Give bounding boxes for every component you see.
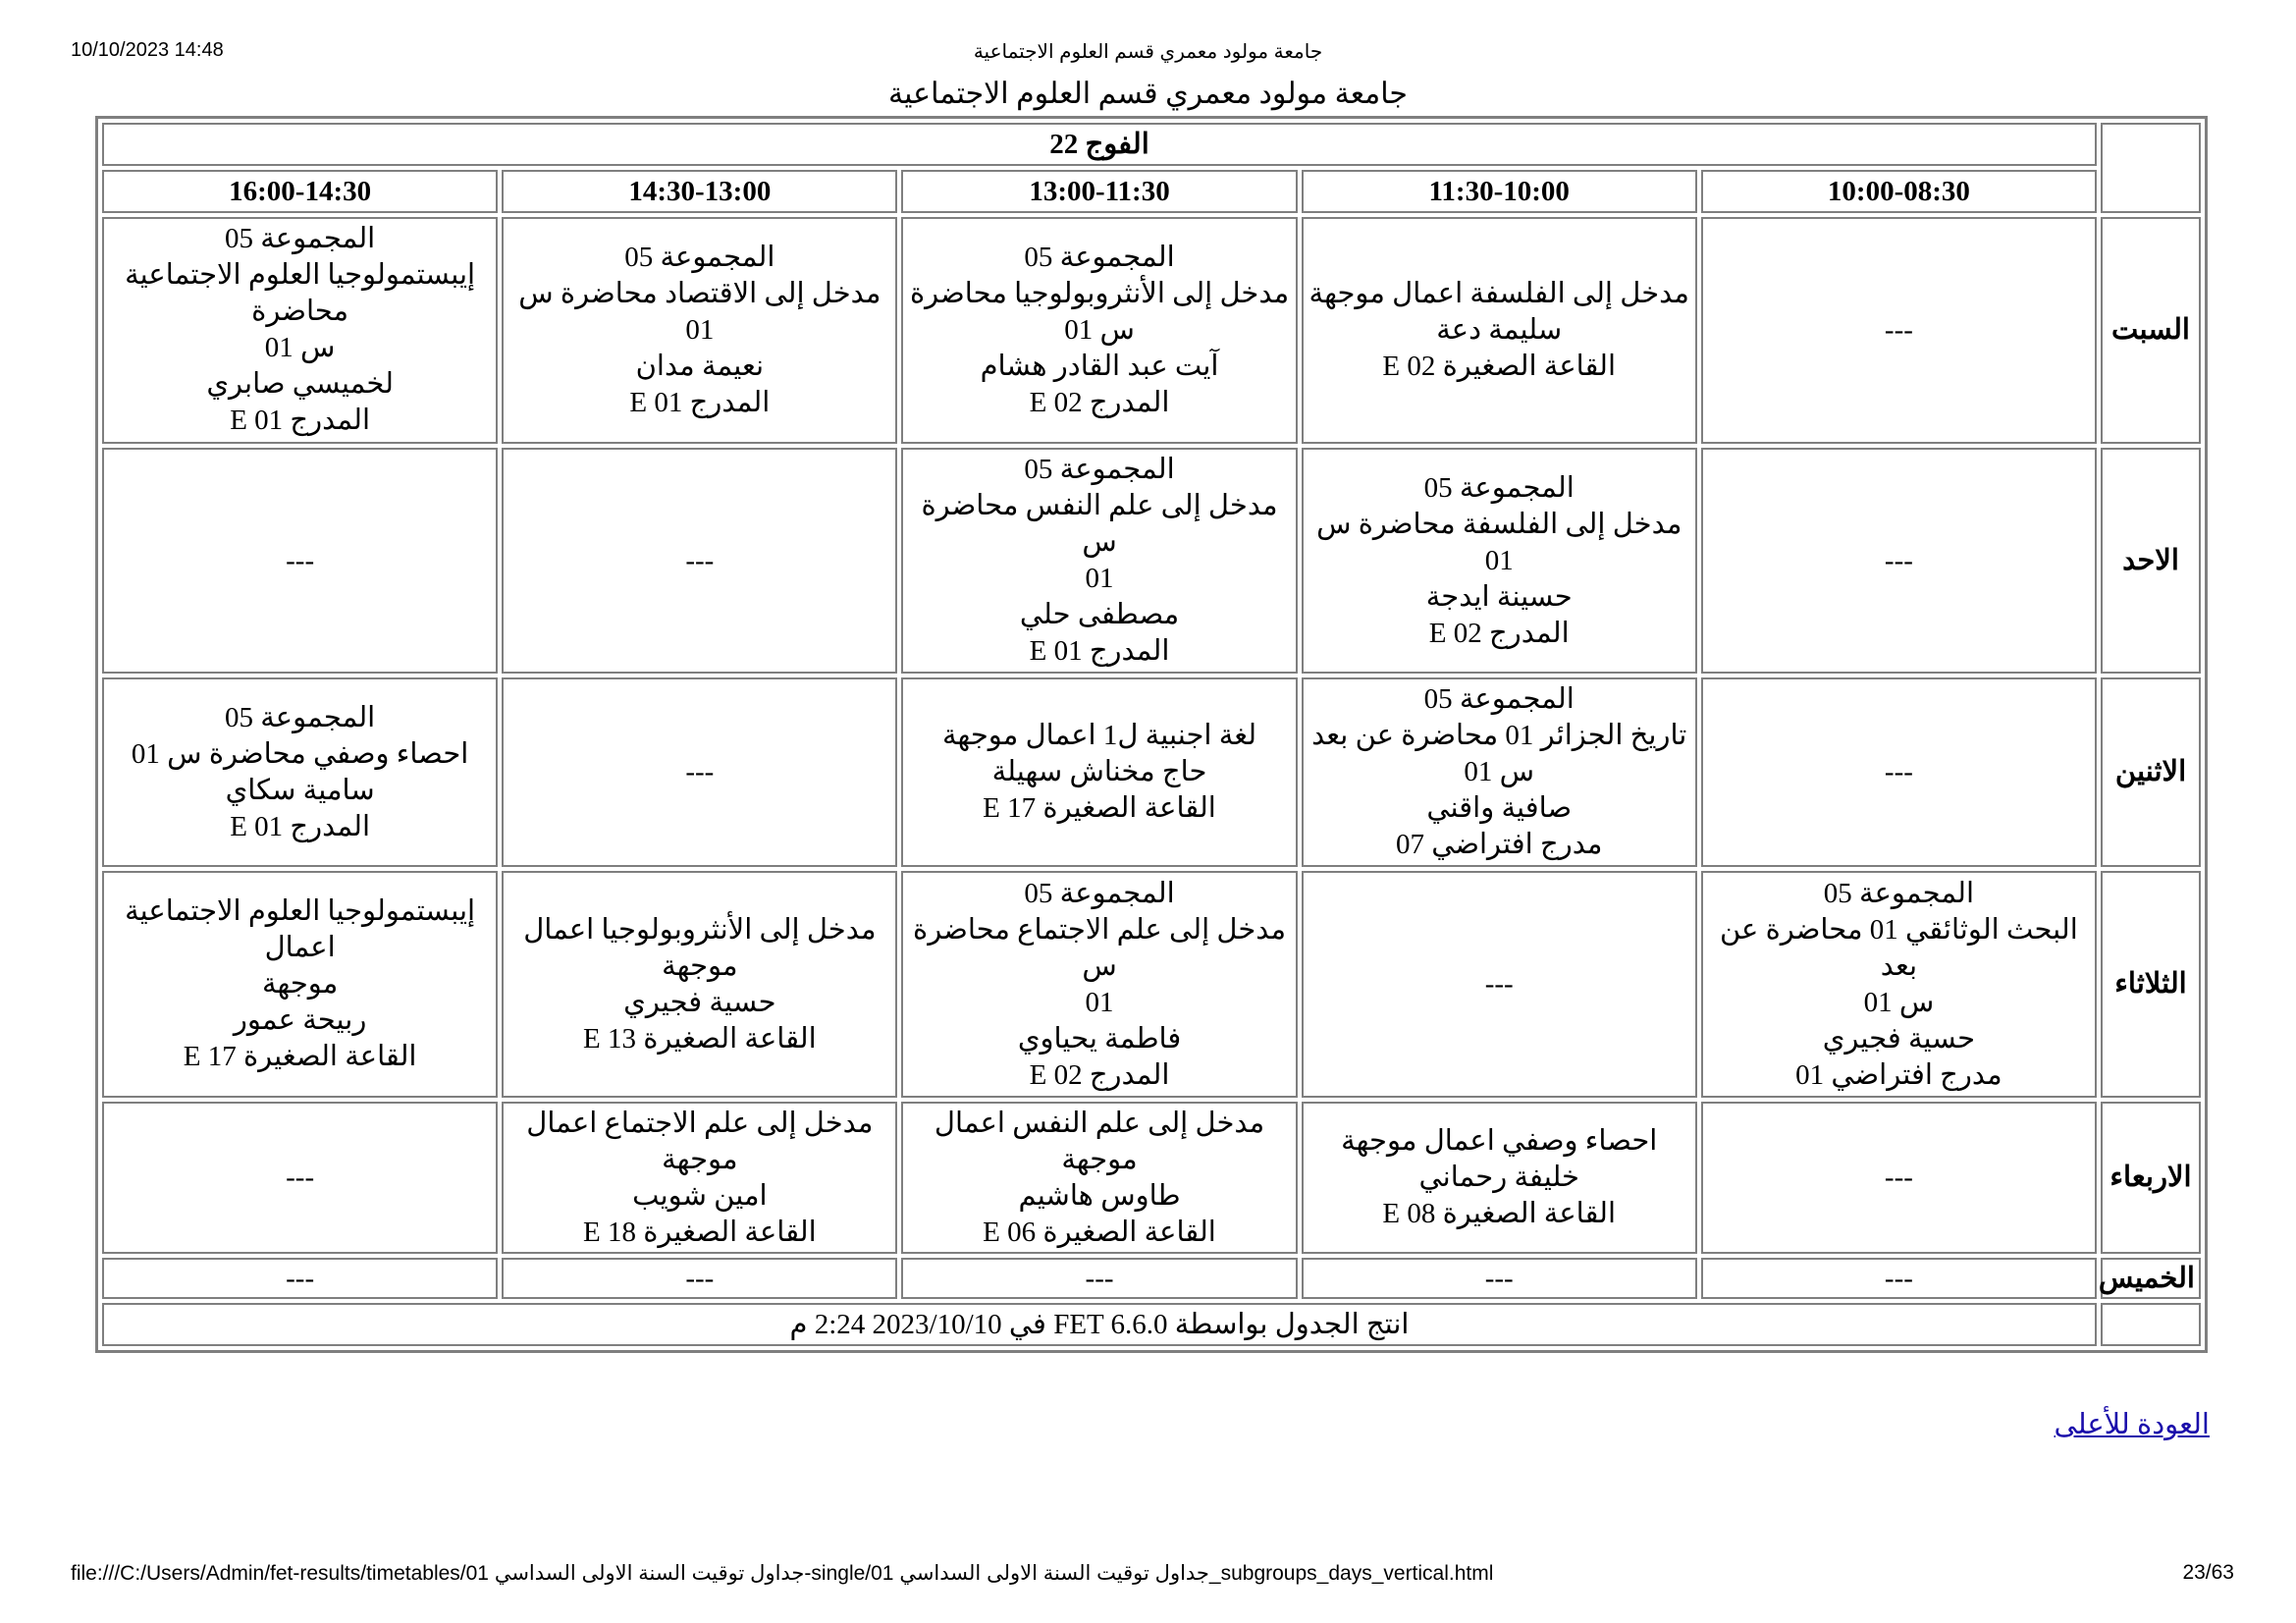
day-row	[102, 448, 2201, 675]
session-line: المجموعة 05	[624, 241, 775, 273]
timetable-footer-row	[102, 1303, 2201, 1346]
time-slot-row	[102, 170, 2201, 213]
session-cell	[1701, 1258, 2097, 1299]
session-line: آيت عبد القادر هشام	[980, 350, 1219, 382]
session-line: البحث الوثائقي 01 محاضرة عن بعد	[1719, 913, 2078, 982]
session-line: نعيمة مدان	[635, 350, 765, 382]
session-line: س 01	[1064, 313, 1135, 346]
session-line: ---	[286, 1262, 315, 1294]
session-cell	[1701, 217, 2097, 444]
session-line: ---	[286, 1162, 315, 1194]
session-line: طاوس هاشيم	[1018, 1179, 1181, 1212]
session-line: سليمة دعة	[1436, 313, 1563, 346]
day-label: الخميس	[2101, 1258, 2201, 1299]
back-to-top-link[interactable]: العودة للأعلى	[2054, 1409, 2210, 1440]
session-cell	[102, 871, 498, 1098]
session-line: مدخل إلى علم النفس محاضرة س	[921, 490, 1278, 559]
session-line: موجهة	[261, 968, 339, 1001]
session-cell	[901, 871, 1297, 1098]
day-row	[102, 677, 2201, 867]
day-label: الاحد	[2101, 448, 2201, 675]
day-row	[102, 871, 2201, 1098]
timetable	[95, 116, 2208, 1353]
session-line: المجموعة 05	[1823, 877, 1975, 909]
time-slot-header: 16:00-14:30	[102, 170, 498, 213]
session-line: ---	[1884, 756, 1913, 788]
session-line: المدرج E 02	[1029, 1058, 1170, 1091]
group-header-row	[102, 123, 2201, 166]
session-line: القاعة الصغيرة E 17	[183, 1041, 417, 1073]
session-line: 01	[1085, 986, 1114, 1018]
session-cell	[901, 448, 1297, 675]
corner-cell	[2101, 1303, 2201, 1346]
session-line: احصاء وصفي اعمال موجهة	[1341, 1125, 1658, 1158]
generator-note: انتج الجدول بواسطة FET 6.6.0 في 2023/10/10 2:24 م	[102, 1303, 2097, 1346]
session-line: المجموعة 05	[1423, 683, 1575, 716]
session-line: المجموعة 05	[1024, 454, 1175, 486]
day-label: الاثنين	[2101, 677, 2201, 867]
print-header-datetime: 10/10/2023 14:48	[71, 39, 224, 61]
session-cell	[1302, 871, 1697, 1098]
session-cell	[1701, 1102, 2097, 1254]
session-line: مدخل إلى الاقتصاد محاضرة س	[518, 277, 881, 309]
session-line: مدرج افتراضي 07	[1395, 829, 1603, 861]
time-slot-header: 10:00-08:30	[1701, 170, 2097, 213]
session-line: ربيحة عمور	[233, 1004, 367, 1037]
session-cell	[901, 217, 1297, 444]
session-line: القاعة الصغيرة E 08	[1382, 1198, 1617, 1230]
session-cell	[502, 1102, 897, 1254]
session-cell	[1302, 217, 1697, 444]
session-line: حسينة ايدجة	[1425, 580, 1573, 613]
session-line: القاعة الصغيرة E 06	[983, 1216, 1216, 1248]
print-footer-page-number: 23/63	[2182, 1561, 2234, 1584]
session-line: ---	[1884, 1162, 1913, 1194]
session-line: ---	[685, 1262, 715, 1294]
session-line: ---	[685, 756, 715, 788]
session-line: القاعة الصغيرة E 17	[983, 792, 1216, 825]
session-line: ---	[1484, 968, 1514, 1001]
session-cell	[102, 217, 498, 444]
session-line: موجهة	[662, 949, 738, 982]
session-cell	[502, 677, 897, 867]
session-line: القاعة الصغيرة E 18	[582, 1216, 817, 1248]
session-cell	[102, 677, 498, 867]
session-line: المجموعة 05	[1024, 241, 1175, 273]
session-line: مدخل إلى الأنثروبولوجيا محاضرة	[909, 277, 1290, 309]
session-cell	[1701, 871, 2097, 1098]
corner-cell	[2101, 123, 2201, 213]
print-header-title: جامعة مولود معمري قسم العلوم الاجتماعية	[973, 41, 1323, 63]
session-cell	[901, 677, 1297, 867]
session-line: س 01	[1464, 756, 1535, 788]
day-label: الاربعاء	[2101, 1102, 2201, 1254]
session-line: تاريخ الجزائر 01 محاضرة عن بعد	[1311, 720, 1687, 752]
session-cell	[502, 217, 897, 444]
session-line: المجموعة 05	[225, 701, 376, 733]
session-line: ---	[1884, 1262, 1913, 1294]
session-cell	[502, 871, 897, 1098]
session-cell	[502, 1258, 897, 1299]
session-line: 01	[1085, 563, 1114, 595]
session-line: المدرج E 02	[1428, 617, 1570, 649]
day-row	[102, 217, 2201, 444]
time-slot-header: 14:30-13:00	[502, 170, 897, 213]
session-line: سامية سكاي	[225, 774, 375, 806]
session-line: إيبستمولوجيا العلوم الاجتماعية اعمال	[125, 895, 476, 964]
session-line: لغة اجنبية ل1 اعمال موجهة	[941, 720, 1257, 752]
time-slot-header: 13:00-11:30	[901, 170, 1297, 213]
session-line: حاج مخناش سهيلة	[991, 756, 1207, 788]
session-cell	[1701, 448, 2097, 675]
session-line: القاعة الصغيرة E 13	[582, 1022, 817, 1055]
session-line: مدخل إلى علم الاجتماع محاضرة س	[913, 913, 1287, 982]
session-line: ---	[1484, 1262, 1514, 1294]
session-line: ---	[1085, 1262, 1114, 1294]
session-cell	[502, 448, 897, 675]
session-line: المجموعة 05	[225, 223, 376, 255]
document-title: جامعة مولود معمري قسم العلوم الاجتماعية	[888, 78, 1408, 110]
session-cell	[1302, 448, 1697, 675]
session-line: ---	[685, 544, 715, 576]
session-line: ---	[1884, 313, 1913, 346]
session-line: مدخل إلى الفلسفة محاضرة س 01	[1316, 508, 1682, 576]
session-cell	[1302, 677, 1697, 867]
print-footer-path: file:///C:/Users/Admin/fet-results/timetables/01 جداول توقيت السنة الاولى السداسي-single/01 جداول توقيت السنة الاولى السداسي_subgroups_days_vertical.html	[71, 1562, 1494, 1585]
session-cell	[901, 1258, 1297, 1299]
session-line: حسية فجيري	[623, 986, 776, 1018]
day-row	[102, 1102, 2201, 1254]
day-label: السبت	[2101, 217, 2201, 444]
timetable-container	[95, 116, 2208, 1353]
session-line: المجموعة 05	[1024, 877, 1175, 909]
session-line: ---	[1884, 544, 1913, 576]
session-line: المدرج E 02	[1029, 386, 1170, 418]
session-line: صافية واقني	[1426, 792, 1573, 825]
time-slot-header: 11:30-10:00	[1302, 170, 1697, 213]
session-cell	[1302, 1258, 1697, 1299]
group-title: الفوج 22	[102, 123, 2097, 166]
session-line: حسية فجيري	[1822, 1022, 1976, 1055]
session-line: المدرج E 01	[629, 386, 771, 418]
session-cell	[102, 1102, 498, 1254]
session-line: المدرج E 01	[230, 405, 371, 437]
session-cell	[102, 1258, 498, 1299]
session-line: موجهة	[662, 1143, 738, 1175]
session-line: 01	[685, 313, 715, 346]
session-cell	[901, 1102, 1297, 1254]
session-line: خليفة رحماني	[1418, 1162, 1579, 1194]
session-line: المدرج E 01	[230, 810, 371, 842]
session-line: مدرج افتراضي 01	[1795, 1058, 2002, 1091]
session-line: س 01	[264, 332, 336, 364]
session-line: المجموعة 05	[1423, 471, 1575, 504]
session-line: س 01	[1863, 986, 1935, 1018]
session-line: مدخل إلى الفلسفة اعمال موجهة	[1308, 277, 1689, 309]
session-line: احصاء وصفي محاضرة س 01	[131, 737, 469, 770]
day-label: الثلاثاء	[2101, 871, 2201, 1098]
session-cell	[102, 448, 498, 675]
session-line: لخميسي صابري	[206, 368, 394, 401]
day-row	[102, 1258, 2201, 1299]
session-line: إيبستمولوجيا العلوم الاجتماعية محاضرة	[125, 259, 476, 328]
session-line: المدرج E 01	[1029, 635, 1170, 668]
session-line: ---	[286, 544, 315, 576]
session-cell	[1302, 1102, 1697, 1254]
session-line: مدخل إلى الأنثروبولوجيا اعمال	[523, 913, 877, 946]
session-line: مدخل إلى علم الاجتماع اعمال	[526, 1107, 874, 1139]
session-line: مدخل إلى علم النفس اعمال موجهة	[934, 1107, 1265, 1175]
session-line: القاعة الصغيرة E 02	[1382, 350, 1617, 382]
session-line: فاطمة يحياوي	[1017, 1022, 1182, 1055]
session-cell	[1701, 677, 2097, 867]
session-line: امين شويب	[632, 1179, 768, 1212]
session-line: مصطفى حلي	[1019, 599, 1180, 631]
